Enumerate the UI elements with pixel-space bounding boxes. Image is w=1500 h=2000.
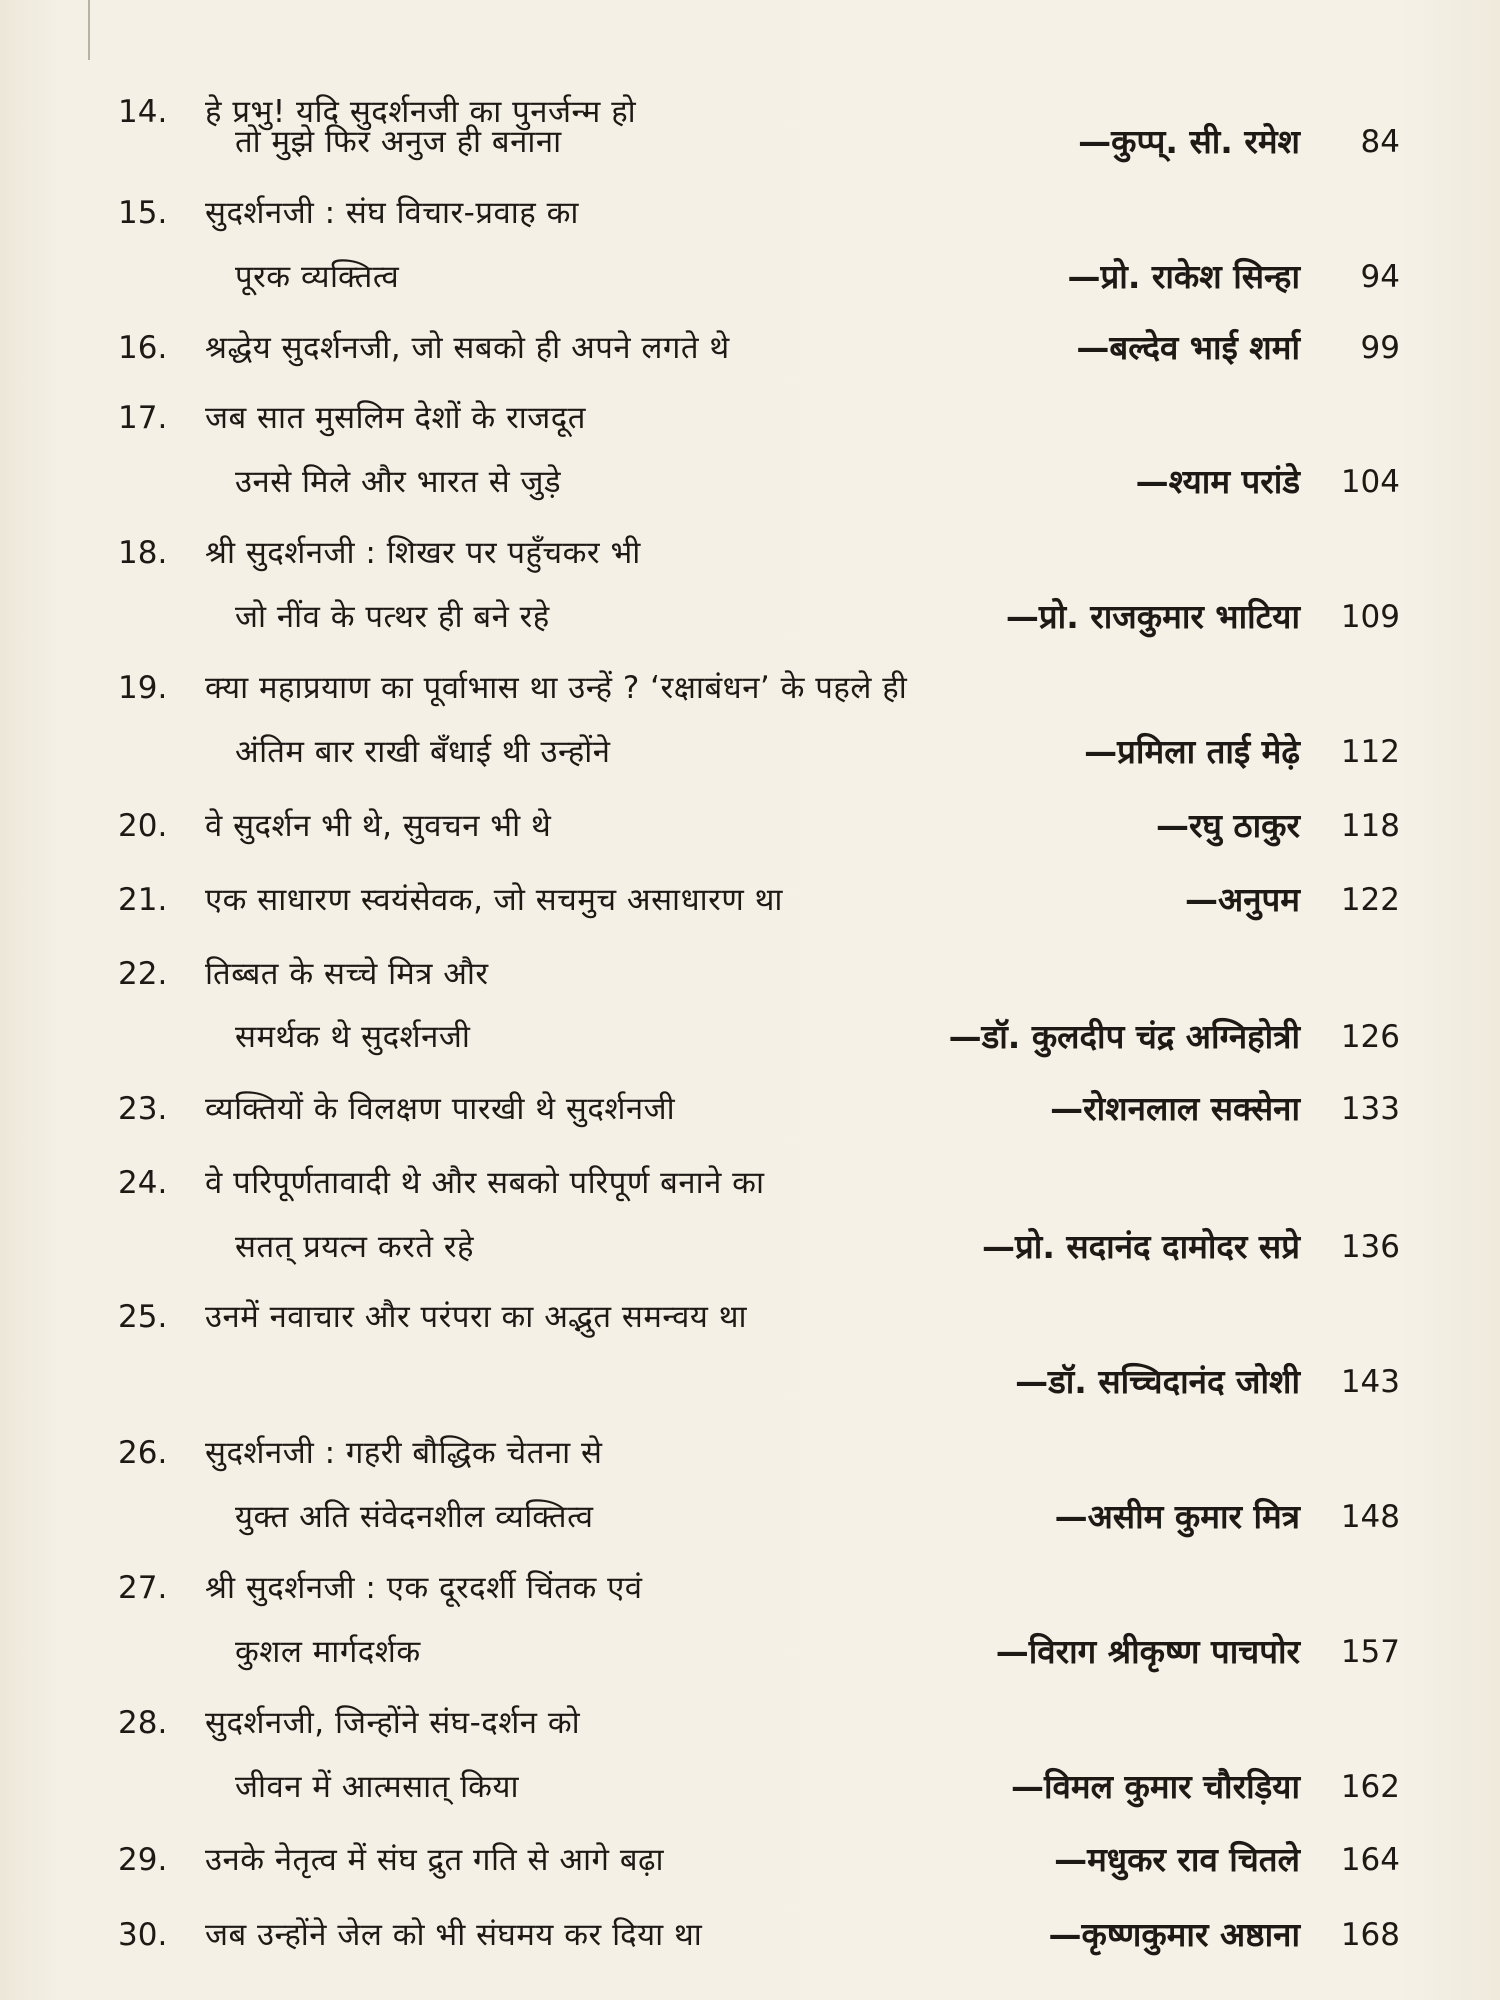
- entry-title-line2: अंतिम बार राखी बँधाई थी उन्होंने: [235, 734, 611, 770]
- entry-page-number: 84: [1360, 124, 1400, 160]
- entry-author: —अनुपम: [1184, 880, 1300, 919]
- entry-number: 17.: [118, 400, 168, 436]
- entry-author: —कुप्प्. सी. रमेश: [1078, 122, 1300, 161]
- entry-number: 26.: [118, 1435, 168, 1471]
- entry-title-line1: उनमें नवाचार और परंपरा का अद्भुत समन्वय था: [205, 1299, 748, 1335]
- entry-page-number: 168: [1340, 1917, 1400, 1953]
- entry-title-line2: समर्थक थे सुदर्शनजी: [235, 1019, 471, 1055]
- entry-title-line1: वे परिपूर्णतावादी थे और सबको परिपूर्ण बनाने का: [205, 1165, 765, 1201]
- entry-title-line1: श्री सुदर्शनजी : शिखर पर पहुँचकर भी: [205, 535, 641, 571]
- entry-number: 15.: [118, 195, 168, 231]
- entry-author: —श्याम परांडे: [1135, 462, 1300, 501]
- entry-title-line1: श्रद्धेय सुदर्शनजी, जो सबको ही अपने लगते थे: [205, 330, 730, 366]
- entry-author: —रोशनलाल सक्सेना: [1050, 1089, 1300, 1128]
- entry-title-line1: सुदर्शनजी : संघ विचार-प्रवाह का: [205, 195, 579, 231]
- entry-title-line1: क्या महाप्रयाण का पूर्वाभास था उन्हें ? ‘रक्षाबंधन’ के पहले ही: [205, 670, 908, 706]
- entry-page-number: 122: [1340, 882, 1400, 918]
- entry-number: 27.: [118, 1570, 168, 1606]
- entry-author: —प्रो. सदानंद दामोदर सप्रे: [982, 1227, 1300, 1266]
- entry-author: —विमल कुमार चौरड़िया: [1011, 1767, 1300, 1806]
- entry-title-line2: युक्त अति संवेदनशील व्यक्तित्व: [235, 1499, 594, 1535]
- entry-number: 22.: [118, 956, 168, 992]
- entry-title-line1: श्री सुदर्शनजी : एक दूरदर्शी चिंतक एवं: [205, 1570, 643, 1606]
- entry-title-line1: जब उन्होंने जेल को भी संघमय कर दिया था: [205, 1917, 703, 1953]
- entry-title-line1: एक साधारण स्वयंसेवक, जो सचमुच असाधारण था: [205, 882, 783, 918]
- entry-author: —डॉ. कुलदीप चंद्र अग्निहोत्री: [948, 1017, 1300, 1056]
- entry-author: —बल्देव भाई शर्मा: [1076, 328, 1300, 367]
- entry-page-number: 143: [1340, 1364, 1400, 1400]
- entry-title-line1: जब सात मुसलिम देशों के राजदूत: [205, 400, 586, 436]
- entry-page-number: 94: [1360, 259, 1400, 295]
- entry-number: 25.: [118, 1299, 168, 1335]
- entry-author: —असीम कुमार मित्र: [1054, 1497, 1300, 1536]
- entry-title-line1: तिब्बत के सच्चे मित्र और: [205, 956, 489, 992]
- entry-page-number: 162: [1340, 1769, 1400, 1805]
- entry-title-line1: सुदर्शनजी, जिन्होंने संघ-दर्शन को: [205, 1705, 581, 1741]
- entry-title-line1: व्यक्तियों के विलक्षण पारखी थे सुदर्शनजी: [205, 1091, 676, 1127]
- entry-title-line1: सुदर्शनजी : गहरी बौद्धिक चेतना से: [205, 1435, 603, 1471]
- entry-number: 28.: [118, 1705, 168, 1741]
- entry-title-line2: कुशल मार्गदर्शक: [235, 1634, 421, 1670]
- entry-page-number: 148: [1340, 1499, 1400, 1535]
- entry-author: —रघु ठाकुर: [1155, 806, 1300, 845]
- entry-page-number: 164: [1340, 1842, 1400, 1878]
- entry-number: 14.: [118, 94, 168, 130]
- entry-page-number: 112: [1340, 734, 1400, 770]
- entry-number: 16.: [118, 330, 168, 366]
- entry-number: 18.: [118, 535, 168, 571]
- entry-page-number: 109: [1340, 599, 1400, 635]
- entry-page-number: 104: [1340, 464, 1400, 500]
- entry-title-line2: तो मुझे फिर अनुज ही बनाना: [235, 124, 562, 160]
- entry-title-line2: उनसे मिले और भारत से जुड़े: [235, 464, 562, 500]
- entry-number: 21.: [118, 882, 168, 918]
- entry-author: —मधुकर राव चितले: [1054, 1840, 1300, 1879]
- entry-page-number: 157: [1340, 1634, 1400, 1670]
- entry-number: 20.: [118, 808, 168, 844]
- entry-title-line1: हे प्रभु! यदि सुदर्शनजी का पुनर्जन्म हो: [205, 94, 637, 130]
- entry-title-line2: जो नींव के पत्थर ही बने रहे: [235, 599, 550, 635]
- entry-page-number: 118: [1340, 808, 1400, 844]
- entry-title-line1: वे सुदर्शन भी थे, सुवचन भी थे: [205, 808, 552, 844]
- entry-title-line1: उनके नेतृत्व में संघ द्रुत गति से आगे बढ़ा: [205, 1842, 665, 1878]
- entry-author: —डॉ. सच्चिदानंद जोशी: [1015, 1362, 1300, 1401]
- entry-title-line2: जीवन में आत्मसात् किया: [235, 1769, 520, 1805]
- entry-number: 30.: [118, 1917, 168, 1953]
- entry-page-number: 136: [1340, 1229, 1400, 1265]
- entry-author: —कृष्णकुमार अष्ठाना: [1048, 1915, 1300, 1954]
- entry-title-line2: पूरक व्यक्तित्व: [235, 259, 400, 295]
- entry-author: —प्रमिला ताई मेढ़े: [1084, 732, 1300, 771]
- entry-number: 23.: [118, 1091, 168, 1127]
- entry-number: 29.: [118, 1842, 168, 1878]
- entry-author: —विराग श्रीकृष्ण पाचपोर: [995, 1632, 1300, 1671]
- entry-author: —प्रो. राजकुमार भाटिया: [1005, 597, 1300, 636]
- entry-number: 19.: [118, 670, 168, 706]
- entry-author: —प्रो. राकेश सिन्हा: [1067, 257, 1300, 296]
- entry-number: 24.: [118, 1165, 168, 1201]
- entry-page-number: 126: [1340, 1019, 1400, 1055]
- entry-page-number: 99: [1360, 330, 1400, 366]
- entry-title-line2: सतत् प्रयत्न करते रहे: [235, 1229, 474, 1265]
- entry-page-number: 133: [1340, 1091, 1400, 1127]
